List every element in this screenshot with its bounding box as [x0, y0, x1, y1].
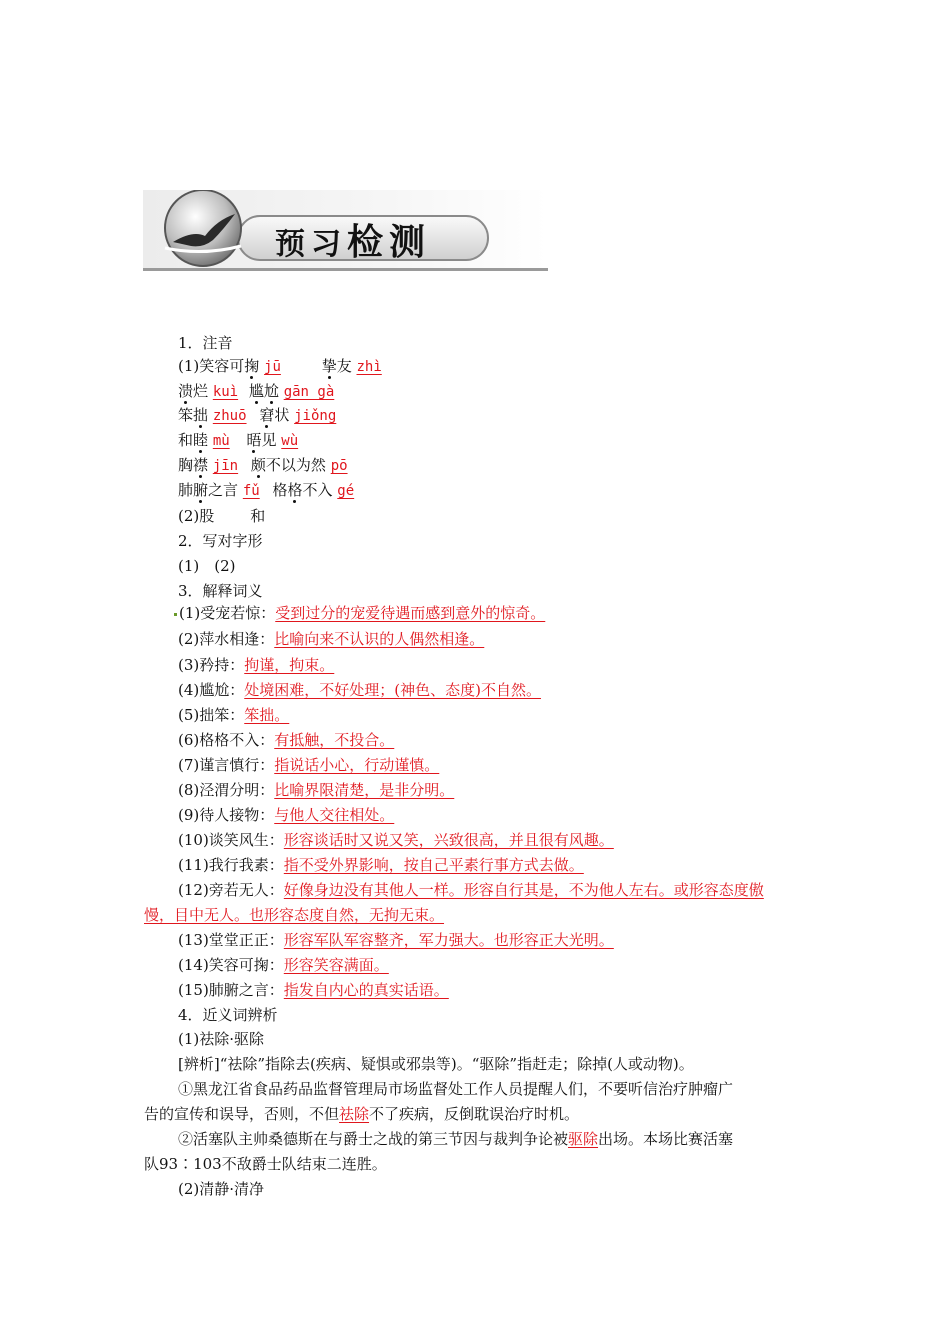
text: 不了疾病，反倒耽误治疗时机。: [369, 1105, 580, 1123]
term: (12)旁若无人：: [178, 881, 284, 899]
definition-answer: 拘谨，拘束。: [244, 656, 335, 674]
section-banner: [143, 190, 548, 272]
text: 见: [261, 431, 277, 449]
text: 掬: [244, 357, 260, 375]
definition-answer: 慢，目中无人。也形容态度自然，无拘无束。: [144, 906, 445, 924]
text: ②活塞队主帅桑德斯在与爵士之战的第三节因与裁判争论被: [178, 1130, 569, 1148]
definition-item: [178, 880, 764, 900]
text: 不入: [302, 481, 333, 499]
s1-row-2: [178, 381, 334, 402]
definition-answer: 好像身边没有其他人一样。形容自行其是，不为他人左右。或形容态度傲: [283, 881, 764, 899]
definition-item: [178, 755, 439, 775]
definition-answer: 比喻界限清楚，是非分明。: [274, 781, 455, 799]
text: 笨: [178, 406, 194, 424]
s2-line: (1) (2): [178, 557, 236, 575]
s3-heading: 3．解释词义: [178, 582, 263, 600]
s1-row-4: [178, 430, 298, 451]
text: 和: [178, 431, 194, 449]
term: (11)我行我素：: [178, 856, 284, 874]
text: 睦: [193, 431, 209, 449]
text: 尬: [263, 382, 279, 400]
definition-item: [178, 680, 541, 700]
banner-title: [275, 214, 431, 265]
s4-p1-analysis: [辨析]“祛除”指除去(疾病、疑惧或邪祟等)。“驱除”指赶走；除掉(人或动物)。: [178, 1055, 694, 1073]
term: (2)萍水相逢：: [178, 630, 275, 648]
definition-item: [178, 805, 394, 825]
fill-answer: 驱除: [568, 1130, 599, 1148]
definition-item: [178, 855, 584, 875]
term: (5)拙笨：: [178, 706, 245, 724]
text: 状: [274, 406, 290, 424]
pinyin-answer: jiǒng: [294, 408, 337, 424]
text: 腑: [193, 481, 209, 499]
definition-answer: 形容笑容满面。: [283, 956, 389, 974]
term: (15)肺腑之言：: [178, 981, 284, 999]
s4-example-1-b: [144, 1104, 579, 1124]
text: (1)笑容可: [178, 357, 245, 375]
text: 颇: [250, 456, 266, 474]
pinyin-answer: wù: [281, 433, 299, 449]
text: 拙: [193, 406, 209, 424]
text: 窘: [259, 406, 275, 424]
text: 出场。本场比赛活塞: [598, 1130, 734, 1148]
s4-p2-title: (2)清静·清净: [178, 1180, 265, 1198]
definition-item: [178, 830, 614, 850]
s4-example-1-a: ①黑龙江省食品药品监督管理局市场监督处工作人员提醒人们，不要听信治疗肿瘤广: [178, 1080, 734, 1098]
text: 不以为然: [265, 456, 326, 474]
definition-item: [178, 980, 449, 1000]
term: (7)谨言慎行：: [178, 756, 275, 774]
definition-item: [178, 655, 334, 675]
pinyin-answer: jū: [264, 359, 281, 375]
s4-example-2-a: [178, 1129, 733, 1149]
text: 襟: [193, 456, 209, 474]
pinyin-answer: gé: [337, 483, 355, 499]
s1-row-7: [178, 506, 265, 526]
text: 肺: [178, 481, 194, 499]
definition-answer: 比喻向来不认识的人偶然相逢。: [274, 630, 485, 648]
definition-answer: 处境困难，不好处理；(神色、态度)不自然。: [244, 681, 541, 699]
definition-answer: 受到过分的宠爱待遇而感到意外的惊奇。: [275, 604, 546, 622]
term: (3)矜持：: [178, 656, 245, 674]
definition-answer: 指发自内心的真实话语。: [283, 981, 449, 999]
term: (9)待人接物：: [178, 806, 275, 824]
definition-item: [174, 603, 545, 623]
text: 胸: [178, 456, 194, 474]
text: 和: [250, 507, 266, 525]
definition-answer: 与他人交往相处。: [274, 806, 395, 824]
text: 烂: [193, 382, 209, 400]
term: (4)尴尬：: [178, 681, 245, 699]
s1-row-1: [178, 356, 382, 377]
pinyin-answer: zhì: [356, 359, 382, 375]
definition-item: [178, 705, 289, 725]
term: (1)受宠若惊：: [179, 604, 276, 622]
pinyin-answer: kuì: [212, 384, 239, 400]
pinyin-answer: mù: [212, 433, 230, 449]
s4-heading: 4．近义词辨析: [178, 1006, 278, 1024]
term: (8)泾渭分明：: [178, 781, 275, 799]
text: 溃: [178, 382, 194, 400]
pinyin-answer: jīn: [212, 458, 239, 474]
definition-answer: 指不受外界影响，按自己平素行事方式去做。: [283, 856, 584, 874]
definition-answer: 指说话小心，行动谨慎。: [274, 756, 440, 774]
term: (6)格格不入：: [178, 731, 275, 749]
pinyin-answer: gān gà: [283, 384, 335, 400]
marker-dot: [174, 613, 177, 616]
text: 格: [272, 481, 288, 499]
s1-heading: 1．注音: [178, 334, 233, 352]
text: 告的宣传和误导，否则，不但: [144, 1105, 340, 1123]
text: 晤: [246, 431, 262, 449]
s1-row-5: [178, 455, 348, 476]
s4-example-2-b: 队93∶103不敌爵士队结束二连胜。: [144, 1155, 387, 1173]
definition-answer: 笨拙。: [244, 706, 290, 724]
definition-item: [178, 955, 389, 975]
definition-answer: 形容谈话时又说又笑，兴致很高，并且很有风趣。: [283, 831, 614, 849]
text: 挚: [321, 357, 337, 375]
definition-answer: 形容军队军容整齐，军力强大。也形容正大光明。: [283, 931, 614, 949]
banner-title-b: 检测: [347, 221, 432, 263]
definition-answer: 有抵触，不投合。: [274, 731, 395, 749]
banner-title-a: 预习: [275, 227, 347, 262]
term: (13)堂堂正正：: [178, 931, 284, 949]
text: 尴: [248, 382, 264, 400]
pinyin-answer: pō: [330, 458, 348, 474]
definition-item: [178, 629, 484, 649]
term: (10)谈笑风生：: [178, 831, 284, 849]
s4-p1-title: (1)祛除·驱除: [178, 1030, 265, 1048]
s1-row-3: [178, 405, 336, 426]
text: 友: [336, 357, 352, 375]
definition-item: [178, 730, 394, 750]
definition-item: [178, 930, 614, 950]
definition-item: [178, 780, 454, 800]
text: 格: [287, 481, 303, 499]
definition-item-continuation: [144, 905, 444, 925]
pinyin-answer: zhuō: [212, 408, 247, 424]
fill-answer: 祛除: [339, 1105, 370, 1123]
term: (14)笑容可掬：: [178, 956, 284, 974]
text: 之言: [208, 481, 239, 499]
pinyin-answer: fǔ: [242, 483, 260, 499]
text: (2)股: [178, 507, 215, 525]
s1-row-6: [178, 480, 354, 501]
s2-heading: 2．写对字形: [178, 532, 263, 550]
